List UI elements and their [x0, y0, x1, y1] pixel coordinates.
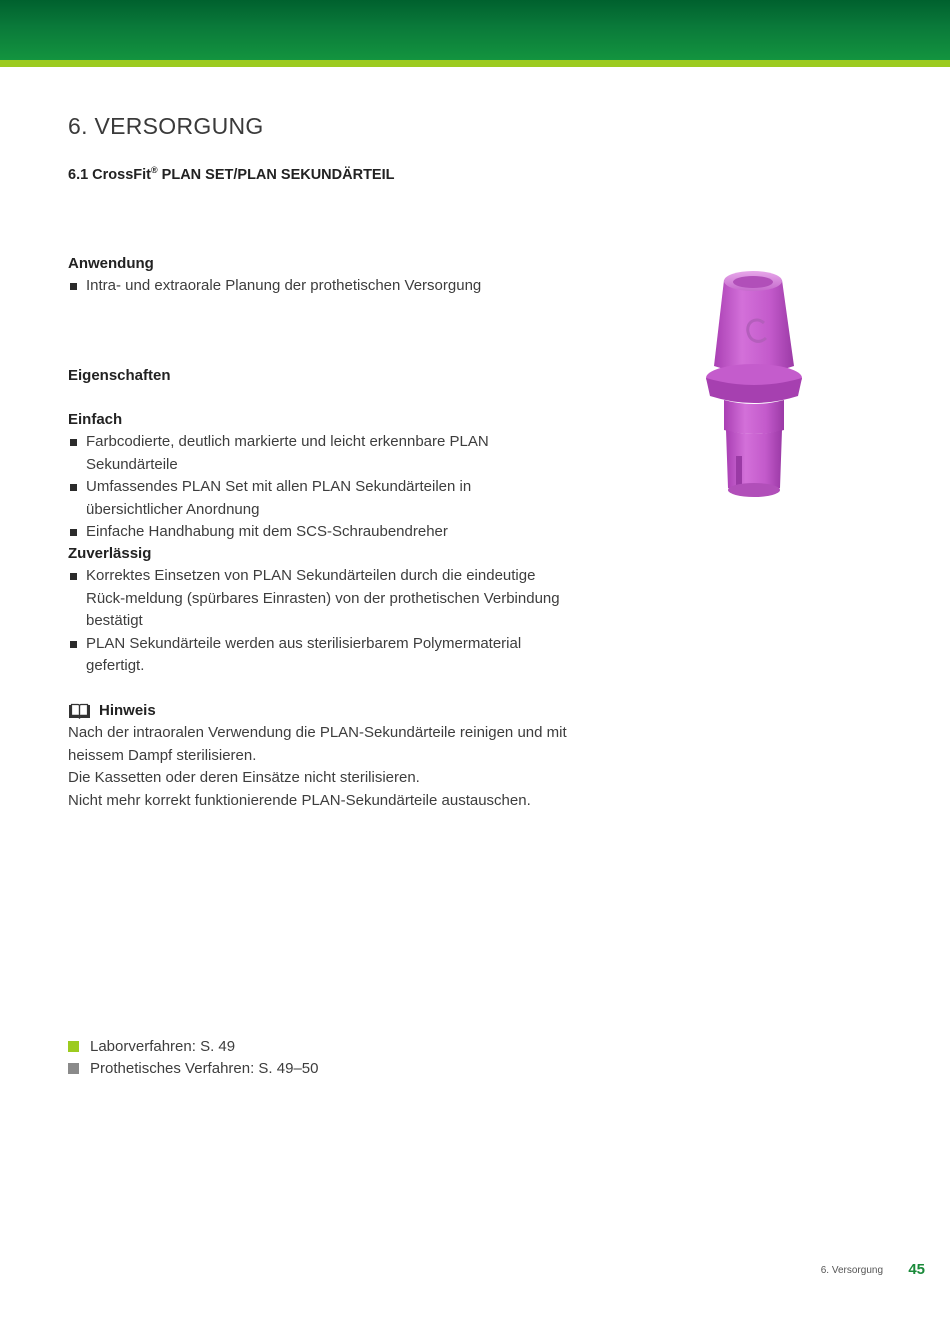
- plan-sekundaerteil-image: [700, 268, 808, 503]
- section-title: [68, 165, 394, 183]
- section-title-prefix: 6.1 CrossFit: [68, 166, 151, 183]
- anwendung-list: [68, 275, 588, 298]
- book-icon: [68, 703, 91, 720]
- hinweis-line: Nach der intraoralen Verwendung die PLAN-Sekundärteile reinigen und mit: [68, 724, 567, 741]
- chapter-title: 6. VERSORGUNG: [68, 113, 264, 139]
- anwendung-heading: Anwendung: [68, 255, 154, 272]
- einfach-section: [68, 409, 578, 544]
- bullet-square-icon: [70, 439, 77, 446]
- page-number: 45: [908, 1261, 925, 1278]
- einfach-list: [68, 431, 578, 544]
- eigenschaften-heading: Eigenschaften: [68, 367, 171, 384]
- hinweis-section: [68, 700, 588, 812]
- hinweis-line: Nicht mehr korrekt funktionierende PLAN-Sekundärteile austauschen.: [68, 791, 531, 809]
- page-references: [68, 1035, 318, 1080]
- footer-section-label: 6. Versorgung: [820, 1265, 883, 1276]
- registered-mark: ®: [151, 165, 158, 175]
- bullet-square-icon: [70, 283, 77, 290]
- bullet-square-icon: [70, 573, 77, 580]
- bullet-square-icon: [70, 484, 77, 491]
- eigenschaften-section: [68, 365, 588, 387]
- anwendung-section: [68, 253, 588, 298]
- list-item: Intra- und extraorale Planung der prothetischen Versorgung: [68, 275, 588, 298]
- hinweis-header: [68, 700, 588, 722]
- gray-square-icon: [68, 1063, 79, 1074]
- list-item: Farbcodierte, deutlich markierte und leicht erkennbare PLAN Sekundärteile: [68, 431, 578, 476]
- list-item: PLAN Sekundärteile werden aus sterilisierbarem Polymermaterial gefertigt.: [68, 633, 578, 678]
- zuverlaessig-heading: Zuverlässig: [68, 545, 152, 562]
- hinweis-line: heissem Dampf sterilisieren.: [68, 746, 257, 764]
- hinweis-heading: Hinweis: [99, 702, 156, 719]
- header-accent-stripe: [0, 60, 950, 67]
- list-item: Korrektes Einsetzen von PLAN Sekundärteilen durch die eindeutige Rück-meldung (spürbares Einrasten) von der prothetischen Verbindung bestätigt: [68, 565, 566, 633]
- bullet-square-icon: [70, 529, 77, 536]
- list-item: Einfache Handhabung mit dem SCS-Schraubendreher: [68, 521, 578, 544]
- zuverlaessig-list: [68, 565, 578, 678]
- list-item: Umfassendes PLAN Set mit allen PLAN Sekundärteilen in übersichtlicher Anordnung: [68, 476, 556, 521]
- reference-laborverfahren: Laborverfahren: S. 49: [68, 1035, 318, 1058]
- bullet-square-icon: [70, 641, 77, 648]
- green-square-icon: [68, 1041, 79, 1052]
- einfach-heading: Einfach: [68, 411, 123, 428]
- hinweis-line: Die Kassetten oder deren Einsätze nicht sterilisieren.: [68, 769, 420, 786]
- section-title-suffix: PLAN SET/PLAN SEKUNDÄRTEIL: [157, 166, 395, 183]
- zuverlaessig-section: [68, 543, 578, 678]
- header-band: [0, 0, 950, 60]
- reference-prothetisches-verfahren: Prothetisches Verfahren: S. 49–50: [68, 1058, 318, 1081]
